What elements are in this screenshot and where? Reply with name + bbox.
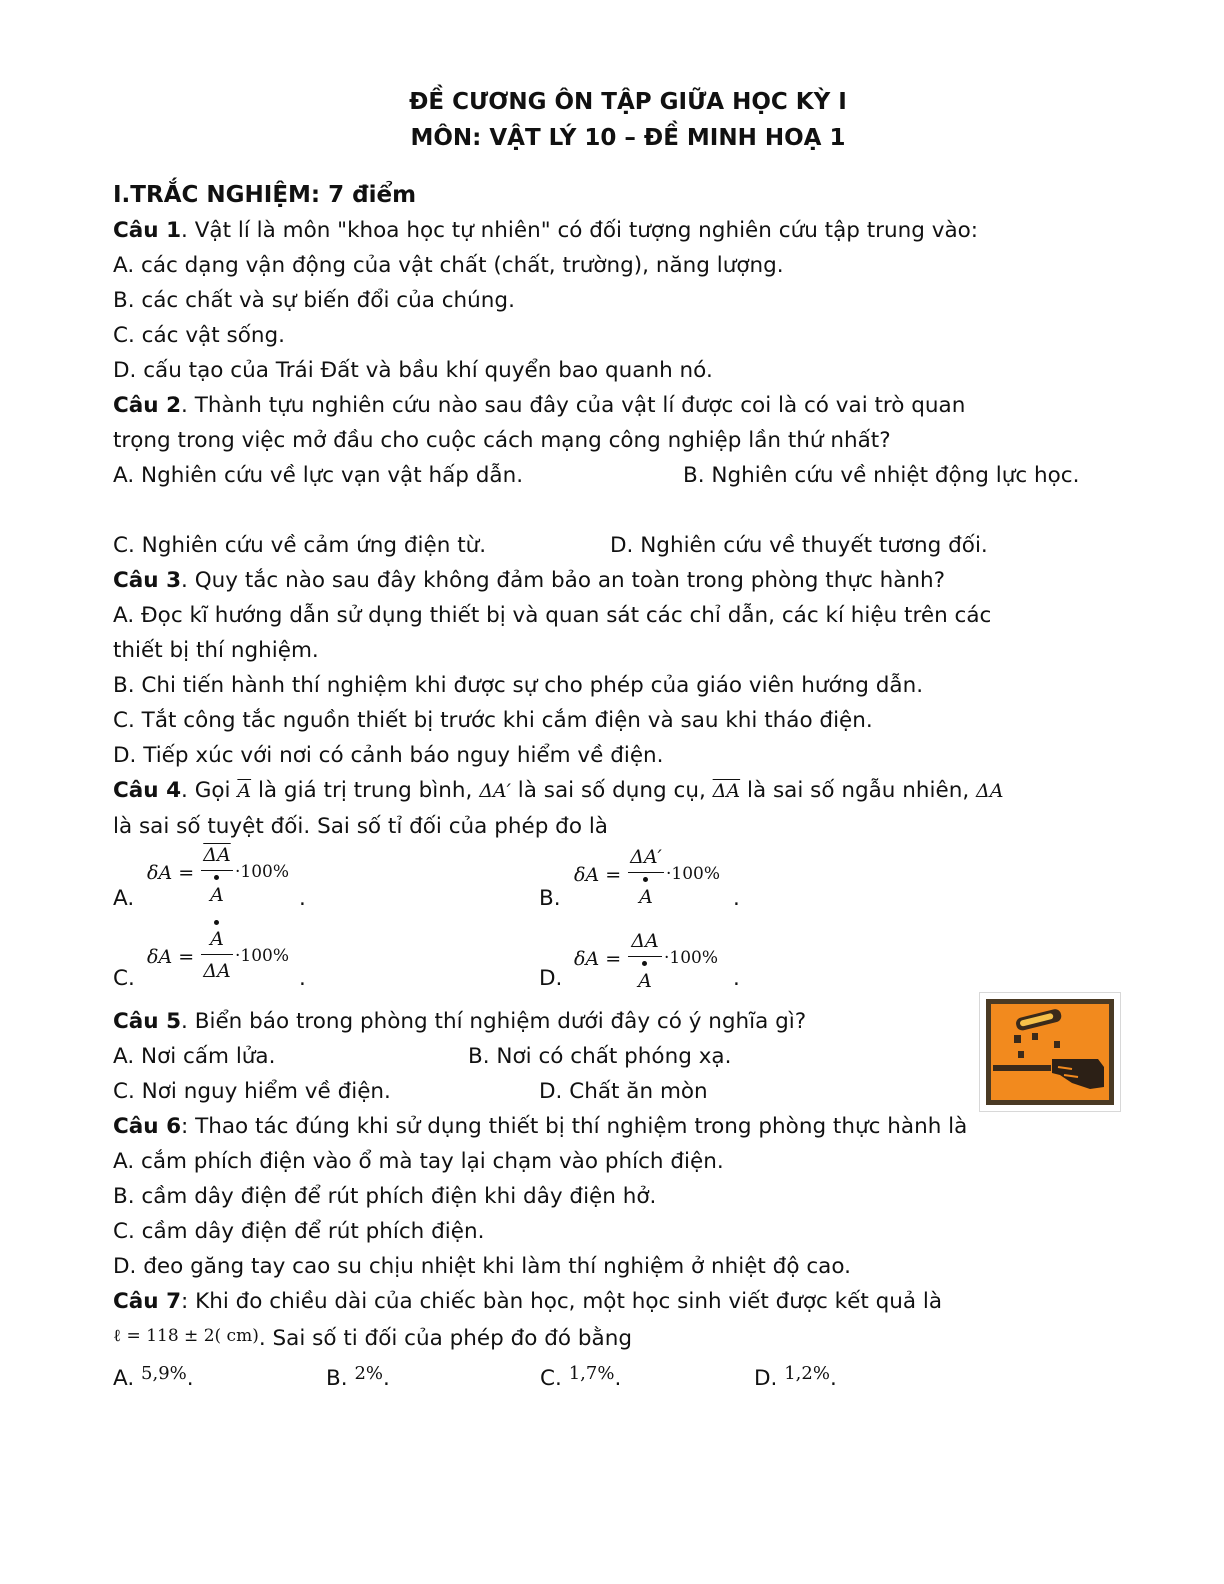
question-5-option-c: C. Nơi nguy hiểm về điện.	[113, 1079, 391, 1104]
question-2-options-row2	[113, 528, 1143, 563]
question-4-option-a-label: A.	[113, 886, 135, 911]
document-subtitle: MÔN: VẬT LÝ 10 – ĐỀ MINH HOẠ 1	[410, 125, 846, 151]
question-7-option-b: B. $^{2\%}$.	[326, 1363, 390, 1391]
question-7-option-a: A. $^{5,9\%}$.	[113, 1363, 194, 1391]
question-1-option-b: B. các chất và sự biến đổi của chúng.	[113, 288, 515, 313]
question-1-text: . Vật lí là môn "khoa học tự nhiên" có đối tượng nghiên cứu tập trung vào:	[181, 218, 979, 243]
question-3-option-a-cont: thiết bị thí nghiệm.	[113, 638, 319, 663]
question-1-option-d: D. cấu tạo của Trái Đất và bầu khí quyển bao quanh nó.	[113, 358, 713, 383]
question-2-text: . Thành tựu nghiên cứu nào sau đây của vật lí được coi là có vai trò quan	[181, 393, 966, 418]
question-2-option-a: A. Nghiên cứu về lực vạn vật hấp dẫn.	[113, 463, 524, 488]
question-2	[113, 388, 1143, 423]
formula-c: δA = A ΔA ·100%	[147, 920, 317, 996]
question-5-option-b: B. Nơi có chất phóng xạ.	[468, 1044, 732, 1069]
section-heading: I.TRẮC NGHIỆM: 7 điểm	[113, 182, 417, 208]
question-7-label: Câu 7	[113, 1289, 182, 1314]
corrosive-hazard-sign-icon	[979, 992, 1121, 1112]
question-2-option-d: D. Nghiên cứu về thuyết tương đối.	[610, 533, 988, 558]
question-1-option-c: C. các vật sống.	[113, 323, 285, 348]
symbol-absolute-error: ΔA	[976, 780, 1004, 802]
question-3-option-b: B. Chi tiến hành thí nghiệm khi được sự cho phép của giáo viên hướng dẫn.	[113, 673, 924, 698]
question-7-option-c: C. $^{1,7\%}$.	[540, 1363, 622, 1391]
length-formula: ℓ = 118 ± 2( cm)	[113, 1326, 259, 1346]
question-2-text-line2: trọng trong việc mở đầu cho cuộc cách mạng công nghiệp lần thứ nhất?	[113, 428, 891, 453]
question-5-text: . Biển báo trong phòng thí nghiệm dưới đây có ý nghĩa gì?	[181, 1009, 807, 1034]
question-6	[113, 1109, 1143, 1144]
formula-d: δA = ΔA A ·100%	[574, 930, 719, 992]
question-4-option-d-label: D.	[539, 966, 563, 991]
formula-a: δA = $\overline{\Delta A}$ A ·100%	[147, 844, 290, 906]
question-2-option-b: B. Nghiên cứu về nhiệt động lực học.	[683, 463, 1080, 488]
question-3-label: Câu 3	[113, 568, 182, 593]
question-7-options	[113, 1356, 1143, 1391]
formula-b: δA = ΔA′ A ·100%	[574, 846, 721, 908]
question-6-option-b: B. cầm dây điện để rút phích điện khi dây điện hở.	[113, 1184, 657, 1209]
question-6-option-a: A. cắm phích điện vào ổ mà tay lại chạm vào phích điện.	[113, 1149, 724, 1174]
question-7-text-line2: ℓ = 118 ± 2( cm). Sai số ti đối của phép đo đó bằng	[113, 1326, 632, 1351]
question-2-label: Câu 2	[113, 393, 182, 418]
question-7-text: : Khi đo chiều dài của chiếc bàn học, một học sinh viết được kết quả là	[181, 1289, 943, 1314]
question-3-option-c: C. Tắt công tắc nguồn thiết bị trước khi cắm điện và sau khi tháo điện.	[113, 708, 873, 733]
question-7-option-d: D. $^{1,2\%}$.	[754, 1363, 837, 1391]
question-3-text: . Quy tắc nào sau đây không đảm bảo an toàn trong phòng thực hành?	[181, 568, 946, 593]
question-6-text: : Thao tác đúng khi sử dụng thiết bị thí nghiệm trong phòng thực hành là	[181, 1114, 968, 1139]
question-4: Câu 4. Gọi $\overline{A}$ là giá trị trung bình, ΔA′ là sai số dụng cụ, $\overline{\Delta A}$ là sai số ngẫu nhiên, ΔA	[113, 778, 1004, 803]
question-3	[113, 563, 1143, 598]
question-1-label: Câu 1	[113, 218, 182, 243]
symbol-random-error: $\overline{\Delta A}$	[712, 780, 741, 802]
question-1-option-a: A. các dạng vận động của vật chất (chất, trường), năng lượng.	[113, 253, 784, 278]
question-5-option-a: A. Nơi cấm lửa.	[113, 1044, 276, 1069]
question-1	[113, 213, 1143, 248]
question-5-label: Câu 5	[113, 1009, 182, 1034]
question-4-option-b-label: B.	[539, 886, 561, 911]
symbol-mean-a: $\overline{A}$	[237, 780, 252, 802]
document-page	[113, 84, 1143, 1391]
document-title: ĐỀ CƯƠNG ÔN TẬP GIỮA HỌC KỲ I	[409, 89, 847, 115]
question-5-option-d: D. Chất ăn mòn	[539, 1079, 708, 1104]
question-3-option-a: A. Đọc kĩ hướng dẫn sử dụng thiết bị và quan sát các chỉ dẫn, các kí hiệu trên các	[113, 603, 992, 628]
question-6-label: Câu 6	[113, 1114, 182, 1139]
blank-line	[113, 493, 1143, 528]
question-4-label: Câu 4	[113, 778, 182, 803]
question-4-options: A. δA = $\overline{\Delta A}$ A ·100% . B. δA = ΔA′ A ·100% . C. δA = A ΔA ·100% . D. δA = ΔA A ·100% .	[113, 844, 1143, 1004]
question-6-option-c: C. cầm dây điện để rút phích điện.	[113, 1219, 485, 1244]
question-4-text-line2: là sai số tuyệt đối. Sai số tỉ đối của phép đo là	[113, 814, 608, 839]
question-2-options-row1	[113, 458, 1143, 493]
question-3-option-d: D. Tiếp xúc với nơi có cảnh báo nguy hiểm về điện.	[113, 743, 664, 768]
question-6-option-d: D. đeo găng tay cao su chịu nhiệt khi làm thí nghiệm ở nhiệt độ cao.	[113, 1254, 851, 1279]
symbol-instrument-error: ΔA′	[479, 780, 511, 802]
question-2-option-c: C. Nghiên cứu về cảm ứng điện từ.	[113, 533, 487, 558]
question-4-option-c-label: C.	[113, 966, 135, 991]
question-7	[113, 1284, 1143, 1319]
